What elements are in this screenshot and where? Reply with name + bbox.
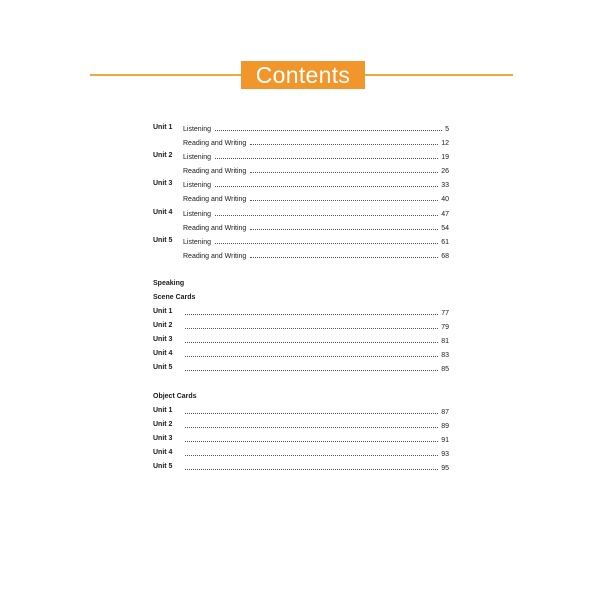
page-number: 19 [441,154,449,161]
speaking-heading: Speaking [153,280,185,287]
entry-label: Reading and Writing [183,253,247,260]
dot-leader [185,306,438,315]
page-number: 77 [441,310,449,317]
toc-row[interactable] [153,362,449,374]
toc-row[interactable] [153,122,449,134]
page-number: 68 [441,253,449,260]
toc-row[interactable] [153,178,449,190]
dot-leader [215,207,438,216]
dot-leader [250,249,438,258]
toc-row[interactable] [153,235,449,247]
unit-label: Unit 4 [153,449,173,456]
toc-row[interactable] [153,306,449,318]
page-number: 12 [441,140,449,147]
page-title: Contents [241,61,365,89]
entry-label: Listening [183,154,212,161]
dot-leader [185,461,438,470]
unit-label: Unit 1 [153,407,173,414]
toc-row[interactable] [153,207,449,219]
dot-leader [185,447,438,456]
toc-row[interactable] [153,150,449,162]
unit-label: Unit 5 [153,237,173,244]
entry-label: Listening [183,239,212,246]
page-number: 40 [441,196,449,203]
dot-leader [250,221,438,230]
unit-label: Unit 4 [153,350,173,357]
dot-leader [185,362,438,371]
page-number: 89 [441,423,449,430]
dot-leader [185,320,438,329]
page-number: 26 [441,168,449,175]
toc-row[interactable] [153,419,449,431]
page-number: 85 [441,366,449,373]
toc-row[interactable] [153,221,449,233]
entry-label: Listening [183,126,212,133]
dot-leader [215,178,438,187]
entry-label: Listening [183,182,212,189]
dot-leader [215,122,442,131]
toc-row[interactable] [153,348,449,360]
page-number: 54 [441,225,449,232]
toc-row[interactable] [153,164,449,176]
unit-label: Unit 5 [153,364,173,371]
page-number: 95 [441,465,449,472]
entry-label: Reading and Writing [183,225,247,232]
toc-row[interactable] [153,320,449,332]
page-number: 87 [441,409,449,416]
page-number: 81 [441,338,449,345]
unit-label: Unit 2 [153,152,173,159]
dot-leader [185,348,438,357]
dot-leader [250,192,438,201]
dot-leader [185,433,438,442]
toc-row[interactable] [153,447,449,459]
entry-label: Listening [183,211,212,218]
unit-label: Unit 5 [153,463,173,470]
dot-leader [250,136,438,145]
toc-row[interactable] [153,249,449,261]
unit-label: Unit 2 [153,421,173,428]
page-number: 47 [441,211,449,218]
toc-row[interactable] [153,334,449,346]
dot-leader [215,150,438,159]
page-number: 61 [441,239,449,246]
dot-leader [215,235,438,244]
page-number: 5 [445,126,449,133]
page-number: 83 [441,352,449,359]
page-number: 79 [441,324,449,331]
unit-label: Unit 3 [153,336,173,343]
unit-label: Unit 3 [153,435,173,442]
page-number: 93 [441,451,449,458]
entry-label: Reading and Writing [183,196,247,203]
toc-row[interactable] [153,405,449,417]
dot-leader [185,334,438,343]
page-number: 91 [441,437,449,444]
unit-label: Unit 3 [153,180,173,187]
toc-row[interactable] [153,192,449,204]
unit-label: Unit 1 [153,308,173,315]
dot-leader [250,164,438,173]
scene-cards-heading: Scene Cards [153,294,196,301]
page-number: 33 [441,182,449,189]
toc-row[interactable] [153,461,449,473]
dot-leader [185,419,438,428]
unit-label: Unit 4 [153,209,173,216]
entry-label: Reading and Writing [183,168,247,175]
object-cards-heading: Object Cards [153,393,197,400]
dot-leader [185,405,438,414]
unit-label: Unit 1 [153,124,173,131]
unit-label: Unit 2 [153,322,173,329]
toc-row[interactable] [153,136,449,148]
entry-label: Reading and Writing [183,140,247,147]
toc-row[interactable] [153,433,449,445]
